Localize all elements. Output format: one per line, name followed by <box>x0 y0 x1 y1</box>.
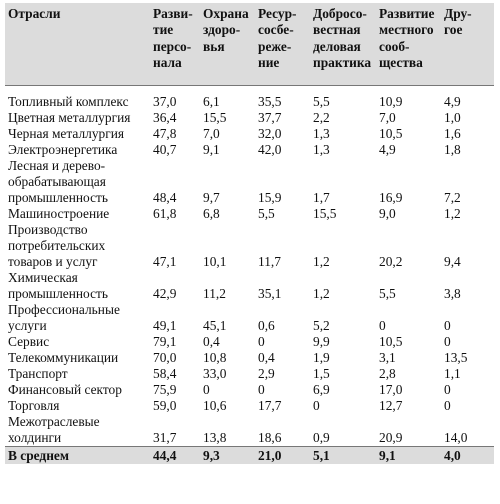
cell-value: 0 <box>258 334 265 349</box>
total-value: 5,1 <box>310 447 376 465</box>
cell-value: 47,1 <box>153 254 177 269</box>
cell-value: 3,8 <box>444 286 461 301</box>
industry-table <box>5 3 494 464</box>
cell-value: 1,0 <box>444 110 461 125</box>
cell-value: 15,5 <box>313 206 337 221</box>
industry-name: Химическая промышленность <box>8 270 108 301</box>
header-health: Охрана здоро- вья <box>200 3 255 86</box>
cell-value: 59,0 <box>153 398 177 413</box>
industry-name: Межотраслевые холдинги <box>8 414 100 445</box>
cell-value: 35,1 <box>258 286 282 301</box>
industry-name: Производство потребительских товаров и услуг <box>8 222 106 269</box>
cell-value: 9,1 <box>203 142 220 157</box>
cell-value: 49,1 <box>153 318 177 333</box>
table-row <box>5 414 494 447</box>
cell-value: 1,1 <box>444 366 461 381</box>
cell-value: 6,1 <box>203 94 220 109</box>
cell-value: 0 <box>444 334 451 349</box>
industry-name: Сервис <box>8 334 50 349</box>
total-value: 9,1 <box>376 447 441 465</box>
cell-value: 79,1 <box>153 334 177 349</box>
table-row <box>5 222 494 270</box>
cell-value: 0 <box>444 398 451 413</box>
total-row <box>5 447 494 465</box>
cell-value: 7,0 <box>379 110 396 125</box>
cell-value: 18,6 <box>258 430 282 445</box>
cell-value: 20,9 <box>379 430 403 445</box>
industry-name: Финансовый сектор <box>8 382 122 397</box>
cell-value: 13,5 <box>444 350 468 365</box>
cell-value: 47,8 <box>153 126 177 141</box>
cell-value: 1,2 <box>313 286 330 301</box>
total-value: 9,3 <box>200 447 255 465</box>
cell-value: 17,7 <box>258 398 282 413</box>
table-body <box>5 86 494 465</box>
cell-value: 12,7 <box>379 398 403 413</box>
total-value: 44,4 <box>150 447 200 465</box>
cell-value: 32,0 <box>258 126 282 141</box>
cell-value: 9,0 <box>379 206 396 221</box>
table-row <box>5 126 494 142</box>
cell-value: 5,5 <box>313 94 330 109</box>
industry-name: Топливный комплекс <box>8 94 129 109</box>
table-row <box>5 86 494 111</box>
cell-value: 2,2 <box>313 110 330 125</box>
cell-value: 1,5 <box>313 366 330 381</box>
cell-value: 1,7 <box>313 190 330 205</box>
cell-value: 0 <box>379 318 386 333</box>
cell-value: 1,3 <box>313 126 330 141</box>
cell-value: 70,0 <box>153 350 177 365</box>
cell-value: 4,9 <box>444 94 461 109</box>
industry-name: Черная металлургия <box>8 126 125 141</box>
cell-value: 15,5 <box>203 110 227 125</box>
table-row <box>5 398 494 414</box>
total-label: В среднем <box>5 447 150 465</box>
cell-value: 11,2 <box>203 286 226 301</box>
cell-value: 36,4 <box>153 110 177 125</box>
cell-value: 1,8 <box>444 142 461 157</box>
header-industry: Отрасли <box>5 3 150 86</box>
cell-value: 33,0 <box>203 366 227 381</box>
cell-value: 0 <box>258 382 265 397</box>
table-row <box>5 350 494 366</box>
table-row <box>5 142 494 158</box>
cell-value: 3,1 <box>379 350 396 365</box>
cell-value: 6,8 <box>203 206 220 221</box>
total-value: 21,0 <box>255 447 310 465</box>
total-value: 4,0 <box>441 447 494 465</box>
cell-value: 14,0 <box>444 430 468 445</box>
cell-value: 1,2 <box>313 254 330 269</box>
cell-value: 5,5 <box>258 206 275 221</box>
cell-value: 9,7 <box>203 190 220 205</box>
cell-value: 35,5 <box>258 94 282 109</box>
cell-value: 2,9 <box>258 366 275 381</box>
table-row <box>5 366 494 382</box>
table-row <box>5 334 494 350</box>
cell-value: 40,7 <box>153 142 177 157</box>
cell-value: 10,1 <box>203 254 227 269</box>
table-row <box>5 110 494 126</box>
cell-value: 31,7 <box>153 430 177 445</box>
cell-value: 0 <box>203 382 210 397</box>
cell-value: 42,9 <box>153 286 177 301</box>
table-row <box>5 158 494 206</box>
cell-value: 61,8 <box>153 206 177 221</box>
table-row <box>5 302 494 334</box>
cell-value: 6,9 <box>313 382 330 397</box>
industry-name: Транспорт <box>8 366 68 381</box>
cell-value: 4,9 <box>379 142 396 157</box>
cell-value: 17,0 <box>379 382 403 397</box>
cell-value: 7,2 <box>444 190 461 205</box>
cell-value: 15,9 <box>258 190 282 205</box>
cell-value: 37,7 <box>258 110 282 125</box>
cell-value: 0,9 <box>313 430 330 445</box>
cell-value: 0 <box>444 382 451 397</box>
cell-value: 58,4 <box>153 366 177 381</box>
cell-value: 9,9 <box>313 334 330 349</box>
cell-value: 1,6 <box>444 126 461 141</box>
cell-value: 9,4 <box>444 254 461 269</box>
header-row <box>5 3 494 86</box>
cell-value: 0,4 <box>203 334 220 349</box>
header-other: Дру- гое <box>441 3 494 86</box>
cell-value: 75,9 <box>153 382 177 397</box>
cell-value: 0 <box>444 318 451 333</box>
industry-name: Лесная и дерево- обрабатывающая промышленность <box>8 158 108 205</box>
cell-value: 1,3 <box>313 142 330 157</box>
cell-value: 37,0 <box>153 94 177 109</box>
cell-value: 13,8 <box>203 430 227 445</box>
cell-value: 1,2 <box>444 206 461 221</box>
industry-name: Электроэнергетика <box>8 142 118 157</box>
table-row <box>5 270 494 302</box>
cell-value: 0,4 <box>258 350 275 365</box>
cell-value: 20,2 <box>379 254 403 269</box>
cell-value: 16,9 <box>379 190 403 205</box>
cell-value: 5,2 <box>313 318 330 333</box>
cell-value: 5,5 <box>379 286 396 301</box>
cell-value: 2,8 <box>379 366 396 381</box>
cell-value: 10,8 <box>203 350 227 365</box>
header-community: Развитие местного сооб- щества <box>376 3 441 86</box>
industry-name: Телекоммуникации <box>8 350 119 365</box>
cell-value: 11,7 <box>258 254 281 269</box>
cell-value: 10,6 <box>203 398 227 413</box>
cell-value: 10,5 <box>379 126 403 141</box>
header-personnel: Разви- тие персо- нала <box>150 3 200 86</box>
cell-value: 10,9 <box>379 94 403 109</box>
cell-value: 0 <box>313 398 320 413</box>
header-fair-practice: Добросо- вестная деловая практика <box>310 3 376 86</box>
table-header <box>5 3 494 86</box>
industry-name: Цветная металлургия <box>8 110 131 125</box>
industry-name: Профессиональные услуги <box>8 302 120 333</box>
cell-value: 48,4 <box>153 190 177 205</box>
industry-name: Машиностроение <box>8 206 110 221</box>
header-resource-saving: Ресур- сосбе- реже- ние <box>255 3 310 86</box>
cell-value: 7,0 <box>203 126 220 141</box>
cell-value: 10,5 <box>379 334 403 349</box>
cell-value: 45,1 <box>203 318 227 333</box>
table-row <box>5 206 494 222</box>
industry-name: Торговля <box>8 398 60 413</box>
cell-value: 0,6 <box>258 318 275 333</box>
cell-value: 1,9 <box>313 350 330 365</box>
table-row <box>5 382 494 398</box>
cell-value: 42,0 <box>258 142 282 157</box>
